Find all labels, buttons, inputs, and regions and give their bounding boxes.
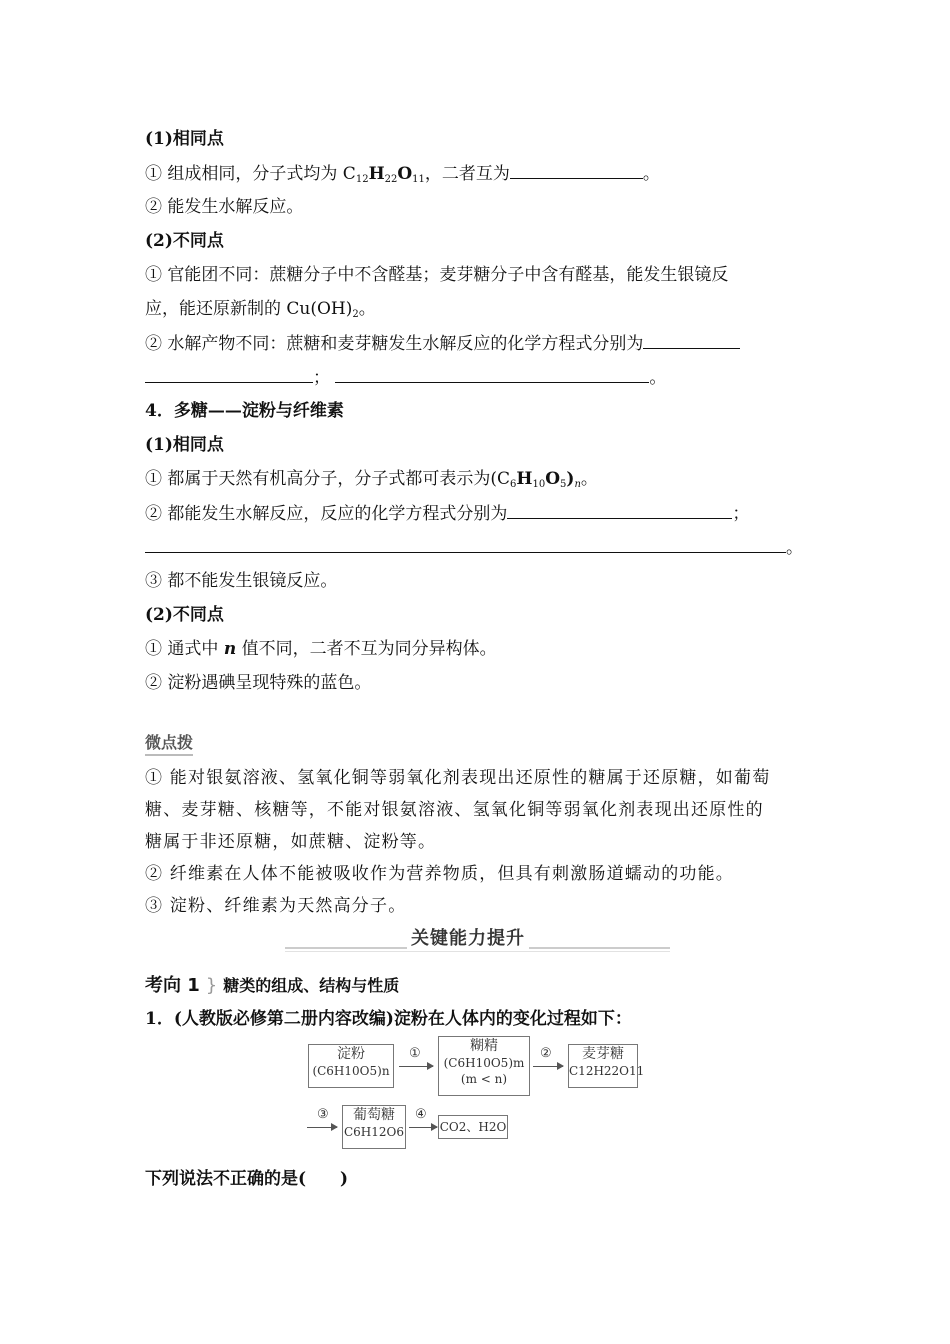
- text: 。: [580, 469, 598, 489]
- s4-same-2-cont: [145, 530, 815, 564]
- text: ① 都属于天然有机高分子，分子式都可表示为(C: [145, 469, 511, 489]
- text: 值不同，二者不互为同分异构体。: [241, 639, 497, 659]
- answer-blank[interactable]: [145, 360, 313, 383]
- s3-diff-2-cont: [145, 360, 815, 394]
- question-prompt: 下列说法不正确的是( ): [145, 1169, 349, 1189]
- box-formula: (C6H10O5)m: [443, 1056, 525, 1070]
- box-maltose: [568, 1044, 645, 1088]
- answer-blank[interactable]: [643, 326, 740, 349]
- tip-label: 微点拨: [145, 732, 193, 756]
- arrow-icon: [399, 1066, 433, 1067]
- box-starch: [308, 1044, 394, 1088]
- arrow-icon: [533, 1066, 563, 1067]
- subscript: 11: [412, 174, 425, 185]
- answer-blank[interactable]: [507, 496, 732, 519]
- s3-diff-heading: (2)不同点: [145, 231, 224, 251]
- box-name: 淀粉: [337, 1046, 365, 1062]
- box-condition: (m < n): [460, 1072, 508, 1086]
- text: 应，能还原新制的 Cu(OH): [145, 299, 353, 319]
- text: O: [545, 469, 561, 489]
- s4-same-heading: (1)相同点: [145, 435, 224, 455]
- text: ；: [313, 368, 330, 388]
- arrow-icon: [409, 1127, 437, 1128]
- box-name: 葡萄糖: [353, 1107, 395, 1123]
- subscript: 10: [532, 479, 546, 490]
- kaoxiang-heading: [145, 970, 815, 1002]
- box-formula: C12H22O11: [569, 1064, 645, 1078]
- s4-diff-2: ② 淀粉遇碘呈现特殊的蓝色。: [145, 673, 372, 693]
- box-products: [438, 1115, 508, 1139]
- answer-blank[interactable]: [335, 360, 649, 383]
- s4-diff-1: [145, 632, 815, 666]
- tip-box: [145, 700, 815, 922]
- kaoxiang-label: 考向 1: [145, 975, 200, 996]
- text: ② 都能发生水解反应，反应的化学方程式分别为: [145, 504, 508, 524]
- tip-line-1: ① 能对银氨溶液、氢氧化铜等弱氧化剂表现出还原性的糖属于还原糖，如葡萄: [145, 768, 771, 788]
- tip-line-4: ② 纤维素在人体不能被吸收作为营养物质，但具有刺激肠道蠕动的功能。: [145, 864, 735, 884]
- subscript: 22: [384, 174, 398, 185]
- arrow-label: ②: [540, 1046, 552, 1061]
- s3-diff-1b: [145, 292, 815, 326]
- s4-diff-heading: (2)不同点: [145, 605, 224, 625]
- text: ，二者互为: [424, 164, 510, 184]
- s3-same-1: [145, 156, 815, 190]
- s4-same-2: [145, 496, 815, 530]
- s4-same-3: ③ 都不能发生银镜反应。: [145, 571, 338, 591]
- kaoxiang-topic: 糖类的组成、结构与性质: [223, 976, 400, 995]
- answer-blank[interactable]: [145, 530, 786, 553]
- s3-diff-2: [145, 326, 815, 360]
- text: 。: [358, 299, 376, 319]
- tip-line-2: 糖、麦芽糖、核糖等，不能对银氨溶液、氢氧化铜等弱氧化剂表现出还原性的: [145, 800, 764, 820]
- divider: [285, 951, 670, 952]
- arrow-label: ④: [415, 1107, 427, 1122]
- box-dextrin: [438, 1036, 530, 1096]
- text: ① 组成相同，分子式均为 C: [145, 164, 356, 184]
- subscript: 12: [355, 174, 369, 185]
- text: ): [566, 469, 575, 489]
- text: H: [516, 469, 533, 489]
- answer-blank[interactable]: [510, 156, 643, 179]
- text: 。: [786, 538, 803, 558]
- s3-same-2: ② 能发生水解反应。: [145, 197, 304, 217]
- box-glucose: [342, 1105, 406, 1149]
- box-formula: C6H12O6: [343, 1125, 405, 1139]
- text: ① 通式中: [145, 639, 219, 659]
- question-stem: 1．(人教版必修第二册内容改编)淀粉在人体内的变化过程如下：: [145, 1009, 632, 1029]
- reaction-diagram: [145, 1036, 815, 1162]
- text: 。: [649, 368, 667, 388]
- subscript: n: [574, 479, 581, 490]
- arrow-icon: [307, 1127, 337, 1128]
- document-page: [145, 122, 815, 1196]
- italic-n: n: [223, 639, 237, 659]
- subscript: 6: [510, 479, 517, 490]
- box-formula: CO2、H2O: [439, 1120, 507, 1134]
- arrow-label: ③: [317, 1107, 329, 1122]
- text: ；: [732, 504, 750, 524]
- box-formula: (C6H10O5)n: [312, 1064, 390, 1078]
- arrow-label: ①: [409, 1046, 421, 1061]
- section-header: [145, 924, 815, 964]
- box-name: 麦芽糖: [582, 1046, 624, 1062]
- tip-line-3: 糖属于非还原糖，如蔗糖、淀粉等。: [145, 832, 437, 852]
- section-title: 关键能力提升: [407, 924, 529, 950]
- s4-title: 4．多糖——淀粉与纤维素: [145, 401, 344, 421]
- brace-icon: }: [205, 975, 218, 996]
- text: ② 水解产物不同：蔗糖和麦芽糖发生水解反应的化学方程式分别为: [145, 334, 644, 354]
- subscript: 2: [352, 309, 359, 320]
- box-name: 糊精: [470, 1038, 498, 1054]
- s3-same-heading: (1)相同点: [145, 129, 224, 149]
- text: O: [397, 164, 413, 184]
- s3-diff-1a: ① 官能团不同：蔗糖分子中不含醛基；麦芽糖分子中含有醛基，能发生银镜反: [145, 265, 729, 285]
- tip-line-5: ③ 淀粉、纤维素为天然高分子。: [145, 896, 407, 916]
- text: 。: [642, 164, 660, 184]
- text: H: [368, 164, 385, 184]
- subscript: 5: [560, 479, 567, 490]
- s4-same-1: [145, 462, 815, 496]
